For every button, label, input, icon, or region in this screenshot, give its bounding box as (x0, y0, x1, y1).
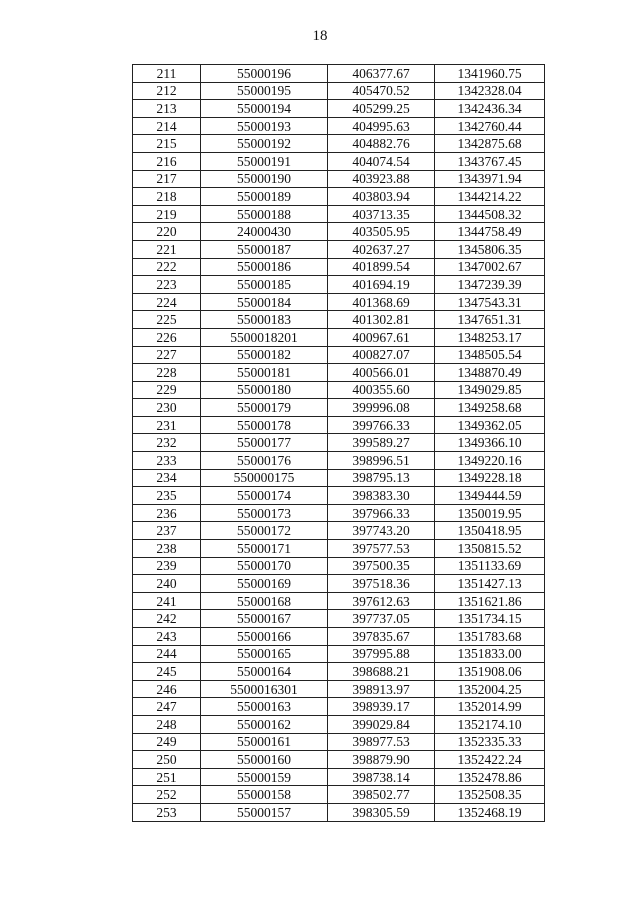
table-row (133, 170, 545, 188)
row-index-cell: 250 (133, 751, 201, 769)
point-id-cell: 55000157 (201, 803, 328, 821)
table-row (133, 540, 545, 558)
x-coordinate-cell: 405470.52 (328, 82, 435, 100)
x-coordinate-cell: 403713.35 (328, 205, 435, 223)
x-coordinate-cell: 403505.95 (328, 223, 435, 241)
x-coordinate-cell: 397966.33 (328, 504, 435, 522)
table-row (133, 663, 545, 681)
row-index-cell: 252 (133, 786, 201, 804)
point-id-cell: 55000173 (201, 504, 328, 522)
y-coordinate-cell: 1351734.15 (435, 610, 545, 628)
row-index-cell: 243 (133, 628, 201, 646)
y-coordinate-cell: 1342436.34 (435, 100, 545, 118)
x-coordinate-cell: 398738.14 (328, 768, 435, 786)
y-coordinate-cell: 1349258.68 (435, 399, 545, 417)
row-index-cell: 241 (133, 592, 201, 610)
y-coordinate-cell: 1351621.86 (435, 592, 545, 610)
x-coordinate-cell: 400355.60 (328, 381, 435, 399)
row-index-cell: 228 (133, 364, 201, 382)
row-index-cell: 235 (133, 487, 201, 505)
y-coordinate-cell: 1352004.25 (435, 680, 545, 698)
x-coordinate-cell: 401694.19 (328, 276, 435, 294)
point-id-cell: 55000195 (201, 82, 328, 100)
point-id-cell: 55000188 (201, 205, 328, 223)
y-coordinate-cell: 1352508.35 (435, 786, 545, 804)
y-coordinate-cell: 1350815.52 (435, 540, 545, 558)
row-index-cell: 233 (133, 452, 201, 470)
table-row (133, 364, 545, 382)
point-id-cell: 24000430 (201, 223, 328, 241)
x-coordinate-cell: 398977.53 (328, 733, 435, 751)
x-coordinate-cell: 397743.20 (328, 522, 435, 540)
y-coordinate-cell: 1342875.68 (435, 135, 545, 153)
point-id-cell: 5500018201 (201, 328, 328, 346)
row-index-cell: 249 (133, 733, 201, 751)
row-index-cell: 247 (133, 698, 201, 716)
row-index-cell: 222 (133, 258, 201, 276)
point-id-cell: 55000181 (201, 364, 328, 382)
row-index-cell: 244 (133, 645, 201, 663)
x-coordinate-cell: 397737.05 (328, 610, 435, 628)
point-id-cell: 55000160 (201, 751, 328, 769)
row-index-cell: 239 (133, 557, 201, 575)
x-coordinate-cell: 397500.35 (328, 557, 435, 575)
row-index-cell: 248 (133, 715, 201, 733)
point-id-cell: 55000165 (201, 645, 328, 663)
y-coordinate-cell: 1344214.22 (435, 188, 545, 206)
x-coordinate-cell: 404995.63 (328, 117, 435, 135)
table-row (133, 803, 545, 821)
row-index-cell: 232 (133, 434, 201, 452)
table-row (133, 416, 545, 434)
x-coordinate-cell: 398795.13 (328, 469, 435, 487)
table-row (133, 733, 545, 751)
row-index-cell: 213 (133, 100, 201, 118)
row-index-cell: 216 (133, 152, 201, 170)
row-index-cell: 224 (133, 293, 201, 311)
table-row (133, 680, 545, 698)
row-index-cell: 218 (133, 188, 201, 206)
point-id-cell: 55000185 (201, 276, 328, 294)
point-id-cell: 55000186 (201, 258, 328, 276)
table-row (133, 399, 545, 417)
y-coordinate-cell: 1343767.45 (435, 152, 545, 170)
y-coordinate-cell: 1349362.05 (435, 416, 545, 434)
y-coordinate-cell: 1347651.31 (435, 311, 545, 329)
point-id-cell: 550000175 (201, 469, 328, 487)
table-row (133, 575, 545, 593)
x-coordinate-cell: 399996.08 (328, 399, 435, 417)
point-id-cell: 55000169 (201, 575, 328, 593)
x-coordinate-cell: 399029.84 (328, 715, 435, 733)
x-coordinate-cell: 405299.25 (328, 100, 435, 118)
table-row (133, 100, 545, 118)
table-row (133, 610, 545, 628)
row-index-cell: 229 (133, 381, 201, 399)
x-coordinate-cell: 403923.88 (328, 170, 435, 188)
row-index-cell: 226 (133, 328, 201, 346)
x-coordinate-cell: 402637.27 (328, 240, 435, 258)
point-id-cell: 55000168 (201, 592, 328, 610)
table-row (133, 786, 545, 804)
x-coordinate-cell: 398939.17 (328, 698, 435, 716)
table-row (133, 135, 545, 153)
point-id-cell: 55000162 (201, 715, 328, 733)
point-id-cell: 55000184 (201, 293, 328, 311)
y-coordinate-cell: 1350019.95 (435, 504, 545, 522)
table-row (133, 645, 545, 663)
point-id-cell: 55000176 (201, 452, 328, 470)
y-coordinate-cell: 1352174.10 (435, 715, 545, 733)
point-id-cell: 55000171 (201, 540, 328, 558)
table-row (133, 117, 545, 135)
coordinates-table-body (133, 65, 545, 822)
x-coordinate-cell: 397577.53 (328, 540, 435, 558)
table-row (133, 715, 545, 733)
row-index-cell: 253 (133, 803, 201, 821)
y-coordinate-cell: 1342760.44 (435, 117, 545, 135)
table-row (133, 381, 545, 399)
row-index-cell: 214 (133, 117, 201, 135)
row-index-cell: 251 (133, 768, 201, 786)
x-coordinate-cell: 400967.61 (328, 328, 435, 346)
y-coordinate-cell: 1351908.06 (435, 663, 545, 681)
page-number: 18 (312, 28, 328, 44)
y-coordinate-cell: 1351783.68 (435, 628, 545, 646)
row-index-cell: 236 (133, 504, 201, 522)
row-index-cell: 220 (133, 223, 201, 241)
row-index-cell: 230 (133, 399, 201, 417)
point-id-cell: 55000183 (201, 311, 328, 329)
row-index-cell: 237 (133, 522, 201, 540)
table-row (133, 328, 545, 346)
x-coordinate-cell: 400827.07 (328, 346, 435, 364)
y-coordinate-cell: 1349444.59 (435, 487, 545, 505)
table-row (133, 346, 545, 364)
y-coordinate-cell: 1352335.33 (435, 733, 545, 751)
row-index-cell: 231 (133, 416, 201, 434)
row-index-cell: 221 (133, 240, 201, 258)
table-row (133, 698, 545, 716)
x-coordinate-cell: 398383.30 (328, 487, 435, 505)
x-coordinate-cell: 398688.21 (328, 663, 435, 681)
point-id-cell: 55000166 (201, 628, 328, 646)
y-coordinate-cell: 1352422.24 (435, 751, 545, 769)
table-row (133, 258, 545, 276)
table-row (133, 152, 545, 170)
row-index-cell: 211 (133, 65, 201, 83)
table-row (133, 768, 545, 786)
table-row (133, 276, 545, 294)
x-coordinate-cell: 398996.51 (328, 452, 435, 470)
table-row (133, 240, 545, 258)
point-id-cell: 55000159 (201, 768, 328, 786)
y-coordinate-cell: 1344508.32 (435, 205, 545, 223)
x-coordinate-cell: 401368.69 (328, 293, 435, 311)
row-index-cell: 238 (133, 540, 201, 558)
row-index-cell: 245 (133, 663, 201, 681)
point-id-cell: 55000174 (201, 487, 328, 505)
point-id-cell: 55000164 (201, 663, 328, 681)
point-id-cell: 55000189 (201, 188, 328, 206)
y-coordinate-cell: 1351833.00 (435, 645, 545, 663)
x-coordinate-cell: 401302.81 (328, 311, 435, 329)
point-id-cell: 55000177 (201, 434, 328, 452)
point-id-cell: 55000179 (201, 399, 328, 417)
x-coordinate-cell: 397612.63 (328, 592, 435, 610)
point-id-cell: 55000158 (201, 786, 328, 804)
row-index-cell: 215 (133, 135, 201, 153)
y-coordinate-cell: 1348505.54 (435, 346, 545, 364)
x-coordinate-cell: 398879.90 (328, 751, 435, 769)
x-coordinate-cell: 404074.54 (328, 152, 435, 170)
table-row (133, 504, 545, 522)
row-index-cell: 227 (133, 346, 201, 364)
table-row (133, 188, 545, 206)
y-coordinate-cell: 1349228.18 (435, 469, 545, 487)
table-row (133, 628, 545, 646)
x-coordinate-cell: 398913.97 (328, 680, 435, 698)
point-id-cell: 55000172 (201, 522, 328, 540)
table-row (133, 751, 545, 769)
x-coordinate-cell: 398502.77 (328, 786, 435, 804)
x-coordinate-cell: 401899.54 (328, 258, 435, 276)
table-row (133, 205, 545, 223)
x-coordinate-cell: 406377.67 (328, 65, 435, 83)
table-row (133, 293, 545, 311)
x-coordinate-cell: 397995.88 (328, 645, 435, 663)
y-coordinate-cell: 1352014.99 (435, 698, 545, 716)
point-id-cell: 55000170 (201, 557, 328, 575)
row-index-cell: 225 (133, 311, 201, 329)
y-coordinate-cell: 1347543.31 (435, 293, 545, 311)
x-coordinate-cell: 397518.36 (328, 575, 435, 593)
x-coordinate-cell: 399589.27 (328, 434, 435, 452)
y-coordinate-cell: 1349029.85 (435, 381, 545, 399)
point-id-cell: 55000191 (201, 152, 328, 170)
table-row (133, 65, 545, 83)
point-id-cell: 55000167 (201, 610, 328, 628)
y-coordinate-cell: 1349220.16 (435, 452, 545, 470)
y-coordinate-cell: 1352468.19 (435, 803, 545, 821)
x-coordinate-cell: 397835.67 (328, 628, 435, 646)
point-id-cell: 55000187 (201, 240, 328, 258)
table-row (133, 487, 545, 505)
y-coordinate-cell: 1351427.13 (435, 575, 545, 593)
point-id-cell: 55000163 (201, 698, 328, 716)
y-coordinate-cell: 1349366.10 (435, 434, 545, 452)
row-index-cell: 234 (133, 469, 201, 487)
y-coordinate-cell: 1345806.35 (435, 240, 545, 258)
table-row (133, 223, 545, 241)
row-index-cell: 219 (133, 205, 201, 223)
y-coordinate-cell: 1343971.94 (435, 170, 545, 188)
x-coordinate-cell: 404882.76 (328, 135, 435, 153)
table-row (133, 557, 545, 575)
y-coordinate-cell: 1347239.39 (435, 276, 545, 294)
table-row (133, 592, 545, 610)
row-index-cell: 217 (133, 170, 201, 188)
y-coordinate-cell: 1344758.49 (435, 223, 545, 241)
y-coordinate-cell: 1348870.49 (435, 364, 545, 382)
y-coordinate-cell: 1347002.67 (435, 258, 545, 276)
row-index-cell: 242 (133, 610, 201, 628)
point-id-cell: 55000194 (201, 100, 328, 118)
point-id-cell: 55000190 (201, 170, 328, 188)
y-coordinate-cell: 1342328.04 (435, 82, 545, 100)
point-id-cell: 55000178 (201, 416, 328, 434)
table-row (133, 469, 545, 487)
point-id-cell: 55000196 (201, 65, 328, 83)
table-row (133, 311, 545, 329)
x-coordinate-cell: 400566.01 (328, 364, 435, 382)
point-id-cell: 55000180 (201, 381, 328, 399)
y-coordinate-cell: 1352478.86 (435, 768, 545, 786)
row-index-cell: 223 (133, 276, 201, 294)
row-index-cell: 246 (133, 680, 201, 698)
point-id-cell: 55000193 (201, 117, 328, 135)
point-id-cell: 55000182 (201, 346, 328, 364)
y-coordinate-cell: 1350418.95 (435, 522, 545, 540)
table-row (133, 452, 545, 470)
x-coordinate-cell: 398305.59 (328, 803, 435, 821)
point-id-cell: 5500016301 (201, 680, 328, 698)
coordinates-table (132, 64, 545, 822)
row-index-cell: 240 (133, 575, 201, 593)
table-row (133, 434, 545, 452)
y-coordinate-cell: 1351133.69 (435, 557, 545, 575)
x-coordinate-cell: 403803.94 (328, 188, 435, 206)
row-index-cell: 212 (133, 82, 201, 100)
point-id-cell: 55000161 (201, 733, 328, 751)
x-coordinate-cell: 399766.33 (328, 416, 435, 434)
table-row (133, 82, 545, 100)
table-row (133, 522, 545, 540)
point-id-cell: 55000192 (201, 135, 328, 153)
y-coordinate-cell: 1341960.75 (435, 65, 545, 83)
y-coordinate-cell: 1348253.17 (435, 328, 545, 346)
